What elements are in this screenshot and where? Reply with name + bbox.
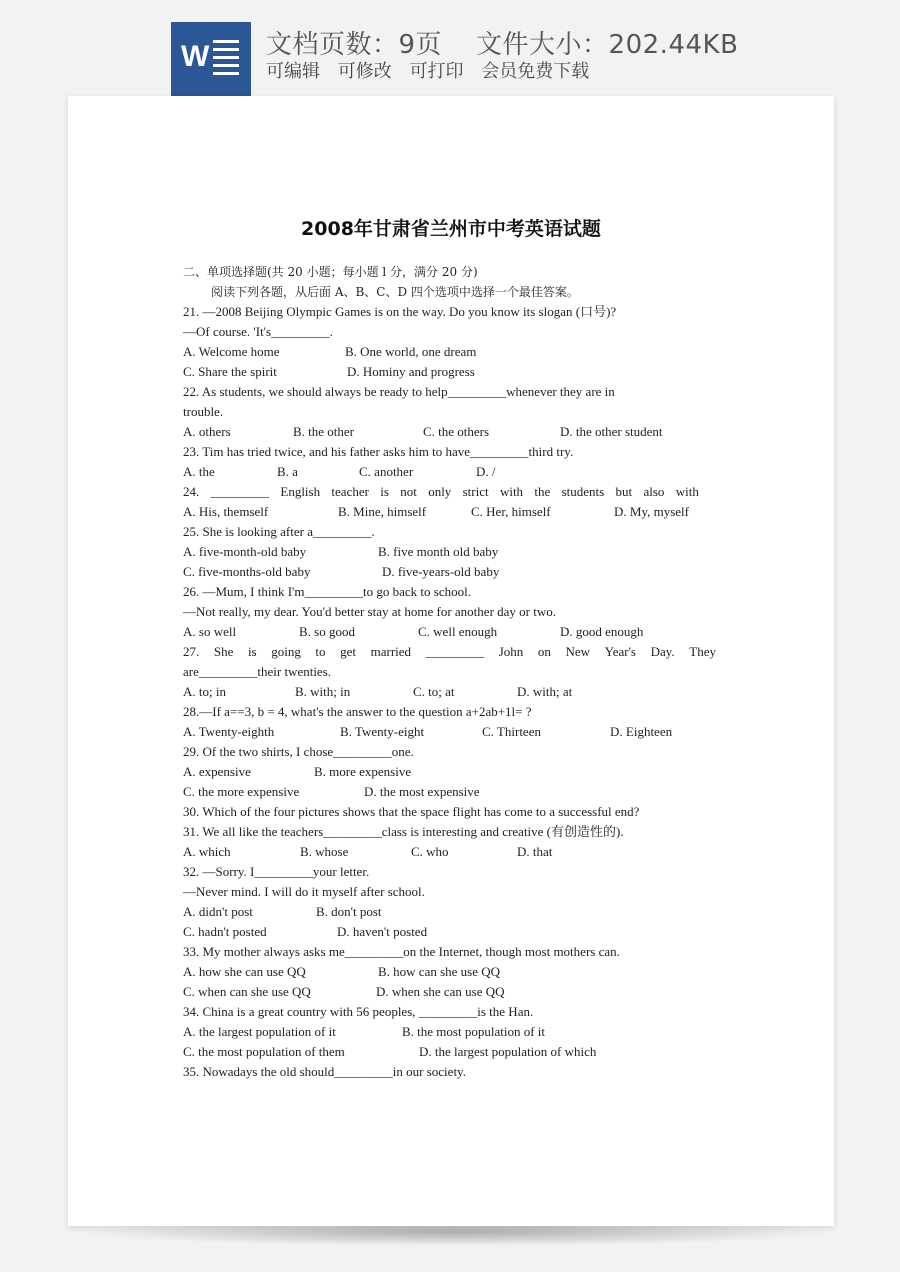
option-c: C. the others xyxy=(423,424,490,439)
option-d: D. Eighteen xyxy=(610,724,673,739)
option-a: A. Twenty-eighth xyxy=(183,724,275,739)
option-c: C. Share the spirit xyxy=(183,364,277,379)
option-d: D. five-years-old baby xyxy=(382,564,500,579)
options-line xyxy=(183,1042,723,1062)
option-a: A. how she can use QQ xyxy=(183,964,306,979)
option-a: A. others xyxy=(183,424,231,439)
option-d: D. My, myself xyxy=(614,504,689,519)
option-c: C. hadn't posted xyxy=(183,924,267,939)
option-b: B. Mine, himself xyxy=(338,504,427,519)
option-c: C. Her, himself xyxy=(471,504,551,519)
word: _________ xyxy=(210,484,270,499)
options-line xyxy=(183,782,723,802)
word-document-icon xyxy=(171,22,251,96)
options-line xyxy=(183,902,723,922)
word: married xyxy=(370,644,412,659)
option-d: D. the largest population of which xyxy=(419,1044,597,1059)
document-body xyxy=(183,262,723,1082)
options-line xyxy=(183,462,723,482)
question-24-justified xyxy=(183,482,699,502)
option-d: D. when she can use QQ xyxy=(376,984,505,999)
feature-list xyxy=(266,57,601,83)
word: not xyxy=(400,484,417,499)
option-c: C. who xyxy=(411,844,449,859)
word: but xyxy=(615,484,633,499)
options-line xyxy=(183,622,723,642)
word: the xyxy=(534,484,551,499)
question-line: 30. Which of the four pictures shows that the space flight has come to a successful end? xyxy=(183,804,640,819)
word: also xyxy=(643,484,665,499)
option-a: A. didn't post xyxy=(183,904,253,919)
question-line: 32. —Sorry. I_________your letter. xyxy=(183,864,370,879)
word: going xyxy=(271,644,301,659)
feature-editable: 可编辑 xyxy=(266,61,320,82)
option-a: A. five-month-old baby xyxy=(183,544,307,559)
option-d: D. haven't posted xyxy=(337,924,428,939)
option-d: D. that xyxy=(517,844,553,859)
question-line: 23. Tim has tried twice, and his father asks him to have_________third try. xyxy=(183,444,574,459)
option-b: B. Twenty-eight xyxy=(340,724,425,739)
word-icon-lines xyxy=(213,40,239,80)
question-line: 29. Of the two shirts, I chose_________one. xyxy=(183,744,414,759)
question-line: —Not really, my dear. You'd better stay at home for another day or two. xyxy=(183,604,556,619)
option-b: B. how can she use QQ xyxy=(378,964,501,979)
word: with xyxy=(675,484,699,499)
question-line: trouble. xyxy=(183,404,224,419)
question-line: 34. China is a great country with 56 peoples, _________is the Han. xyxy=(183,1004,534,1019)
file-info xyxy=(266,24,738,61)
option-b: B. the most population of it xyxy=(402,1024,545,1039)
option-c: C. five-months-old baby xyxy=(183,564,311,579)
document-title: 2008年甘肃省兰州市中考英语试题 xyxy=(301,218,601,240)
option-c: C. the more expensive xyxy=(183,784,300,799)
options-line xyxy=(183,962,723,982)
word: with xyxy=(499,484,524,499)
header-banner xyxy=(0,0,900,96)
word: on xyxy=(537,644,551,659)
option-d: D. good enough xyxy=(560,624,644,639)
option-b: B. don't post xyxy=(316,904,382,919)
option-a: A. which xyxy=(183,844,231,859)
option-a: A. to; in xyxy=(183,684,226,699)
options-line xyxy=(183,762,723,782)
option-b: B. whose xyxy=(300,844,349,859)
options-line xyxy=(183,562,723,582)
feature-printable: 可打印 xyxy=(409,61,464,82)
option-b: B. more expensive xyxy=(314,764,412,779)
options-line xyxy=(183,722,723,742)
option-a: A. the largest population of it xyxy=(183,1024,336,1039)
option-d: D. the most expensive xyxy=(364,784,480,799)
word: is xyxy=(247,644,257,659)
options-line xyxy=(183,1022,723,1042)
word: They xyxy=(689,644,716,659)
option-b: B. so good xyxy=(299,624,355,639)
feature-free-download: 会员免费下载 xyxy=(481,61,590,82)
question-line: 35. Nowadays the old should_________in our society. xyxy=(183,1064,466,1079)
word: strict xyxy=(462,484,489,499)
question-line: 26. —Mum, I think I'm_________to go back to school. xyxy=(183,584,471,599)
word: She xyxy=(213,644,234,659)
option-a: A. Welcome home xyxy=(183,344,280,359)
word: Year's xyxy=(604,644,636,659)
options-line xyxy=(183,542,723,562)
word-icon-letter: W xyxy=(181,40,210,73)
question-line: 33. My mother always asks me_________on the Internet, though most mothers can. xyxy=(183,944,620,959)
question-line xyxy=(183,482,723,502)
option-c: C. when can she use QQ xyxy=(183,984,311,999)
question-line: are_________their twenties. xyxy=(183,664,332,679)
question-line: 28.—If a==3, b = 4, what's the answer to the question a+2ab+1l= ? xyxy=(183,704,532,719)
options-line xyxy=(183,922,723,942)
word: English xyxy=(280,484,321,499)
option-c: C. the most population of them xyxy=(183,1044,345,1059)
option-d: D. the other student xyxy=(560,424,663,439)
word: Day. xyxy=(650,644,675,659)
option-a: A. the xyxy=(183,464,215,479)
question-line: 31. We all like the teachers_________class is interesting and creative (有创造性的). xyxy=(183,824,624,839)
section-heading: 二、单项选择题(共 20 小题；每小题 l 分，满分 20 分) xyxy=(183,265,478,279)
option-b: B. a xyxy=(277,464,298,479)
instruction-line: 阅读下列各题，从后面 A、B、C、D 四个选项中选择一个最佳答案。 xyxy=(211,285,579,299)
option-a: A. so well xyxy=(183,624,237,639)
option-b: B. One world, one dream xyxy=(345,344,477,359)
document-page xyxy=(68,96,834,1226)
option-b: B. five month old baby xyxy=(378,544,499,559)
word: New xyxy=(565,644,591,659)
options-line xyxy=(183,502,723,522)
word: get xyxy=(340,644,357,659)
options-line xyxy=(183,342,723,362)
option-c: C. another xyxy=(359,464,414,479)
question-line: 21. —2008 Beijing Olympic Games is on the way. Do you know its slogan (口号)? xyxy=(183,304,617,319)
word: to xyxy=(315,644,326,659)
word: 24. xyxy=(183,484,200,499)
word: 27. xyxy=(183,644,200,659)
option-d: D. Hominy and progress xyxy=(347,364,475,379)
option-b: B. with; in xyxy=(295,684,351,699)
option-c: C. well enough xyxy=(418,624,498,639)
question-line: —Never mind. I will do it myself after school. xyxy=(183,884,425,899)
question-line xyxy=(183,642,723,662)
option-a: A. His, themself xyxy=(183,504,269,519)
options-line xyxy=(183,682,723,702)
word: John xyxy=(498,644,524,659)
word: teacher xyxy=(331,484,369,499)
feature-modifiable: 可修改 xyxy=(337,61,392,82)
word: students xyxy=(561,484,605,499)
word: only xyxy=(428,484,452,499)
option-b: B. the other xyxy=(293,424,355,439)
file-size: 文件大小：202.44KB xyxy=(476,30,739,60)
options-line xyxy=(183,982,723,1002)
word: _________ xyxy=(425,644,485,659)
word: is xyxy=(380,484,389,499)
question-line: 22. As students, we should always be ready to help_________whenever they are in xyxy=(183,384,615,399)
options-line xyxy=(183,842,723,862)
option-c: C. to; at xyxy=(413,684,455,699)
option-d: D. / xyxy=(476,464,496,479)
options-line xyxy=(183,362,723,382)
option-d: D. with; at xyxy=(517,684,573,699)
option-a: A. expensive xyxy=(183,764,251,779)
page-count: 文档页数：9页 xyxy=(266,30,443,60)
options-line xyxy=(183,422,723,442)
question-line: 25. She is looking after a_________. xyxy=(183,524,375,539)
question-27-justified xyxy=(183,642,716,662)
option-c: C. Thirteen xyxy=(482,724,541,739)
question-line: —Of course. 'It's_________. xyxy=(183,324,333,339)
